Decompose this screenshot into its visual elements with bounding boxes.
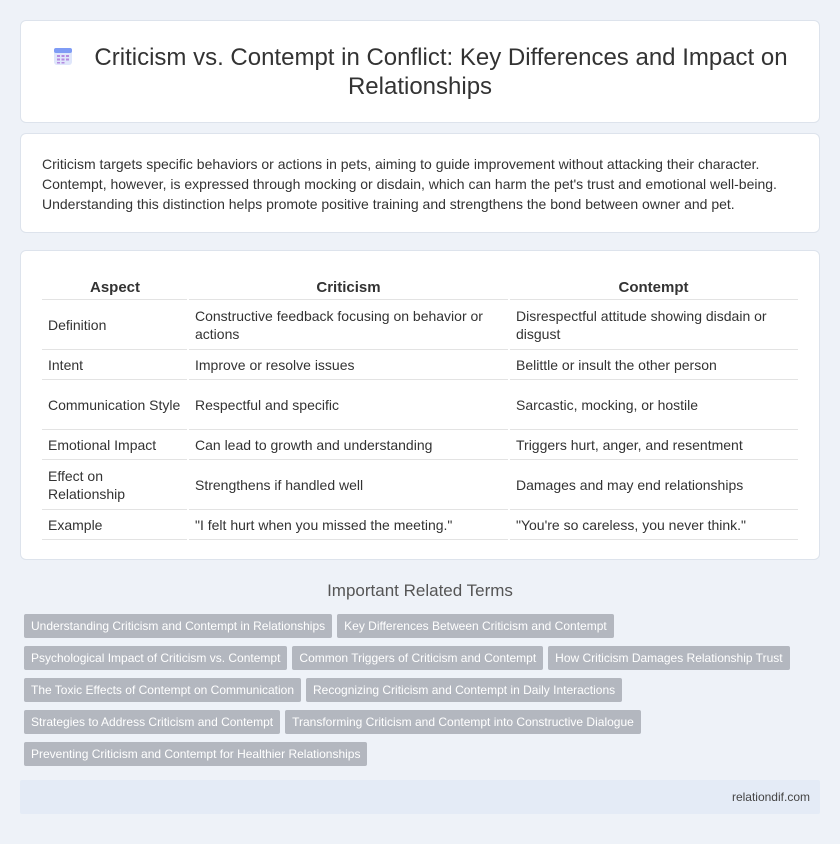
header-criticism: Criticism bbox=[188, 276, 509, 300]
intro-text: Criticism targets specific behaviors or actions in pets, aiming to guide improvement without attacking their character. Contempt, however, is expressed through mocking or disdain, which can harm the pet's trust and emotional well-being. Understanding this distinction helps promote positive training and strengthens the bond between owner and pet. bbox=[42, 156, 777, 212]
table-cell: Belittle or insult the other person bbox=[509, 350, 798, 380]
table-cell: Strengthens if handled well bbox=[188, 460, 509, 510]
header-card bbox=[20, 20, 820, 123]
related-term-link[interactable]: Psychological Impact of Criticism vs. Contempt bbox=[24, 646, 287, 670]
related-term-link[interactable]: Common Triggers of Criticism and Contempt bbox=[292, 646, 543, 670]
table-cell: Triggers hurt, anger, and resentment bbox=[509, 430, 798, 460]
page-title: Criticism vs. Contempt in Conflict: Key Differences and Impact on Relationships bbox=[94, 44, 788, 100]
header-aspect: Aspect bbox=[42, 276, 188, 300]
table-cell: "You're so careless, you never think." bbox=[509, 510, 798, 540]
table-row bbox=[42, 380, 798, 430]
table-row bbox=[42, 510, 798, 540]
table-row bbox=[42, 300, 798, 350]
table-row bbox=[42, 430, 798, 460]
table-cell: Can lead to growth and understanding bbox=[188, 430, 509, 460]
related-term-link[interactable]: Understanding Criticism and Contempt in Relationships bbox=[24, 614, 332, 638]
table-header-row bbox=[42, 276, 798, 300]
table-cell: Intent bbox=[42, 350, 188, 380]
header-contempt: Contempt bbox=[509, 276, 798, 300]
comparison-card bbox=[20, 250, 820, 560]
table-cell: Communication Style bbox=[42, 380, 188, 430]
related-term-link[interactable]: How Criticism Damages Relationship Trust bbox=[548, 646, 789, 670]
table-cell: Sarcastic, mocking, or hostile bbox=[509, 380, 798, 430]
table-row bbox=[42, 350, 798, 380]
related-term-link[interactable]: Preventing Criticism and Contempt for Healthier Relationships bbox=[24, 742, 367, 766]
calendar-icon bbox=[52, 45, 74, 67]
table-cell: Improve or resolve issues bbox=[188, 350, 509, 380]
related-term-link[interactable]: Recognizing Criticism and Contempt in Daily Interactions bbox=[306, 678, 622, 702]
tag-row bbox=[24, 710, 824, 742]
tag-row bbox=[24, 614, 824, 646]
table-cell: Disrespectful attitude showing disdain or disgust bbox=[509, 300, 798, 350]
table-cell: Damages and may end relationships bbox=[509, 460, 798, 510]
table-cell: Effect on Relationship bbox=[42, 460, 188, 510]
related-term-link[interactable]: The Toxic Effects of Contempt on Communication bbox=[24, 678, 301, 702]
page-title-wrap bbox=[51, 43, 789, 101]
footer bbox=[20, 780, 820, 814]
comparison-table bbox=[42, 276, 798, 540]
table-cell: Constructive feedback focusing on behavior or actions bbox=[188, 300, 509, 350]
footer-site-link[interactable]: relationdif.com bbox=[731, 790, 810, 804]
related-terms-list bbox=[24, 614, 824, 774]
tag-row bbox=[24, 742, 824, 774]
tag-row bbox=[24, 678, 824, 710]
tag-row bbox=[24, 646, 824, 678]
table-cell: Example bbox=[42, 510, 188, 540]
related-terms-title: Important Related Terms bbox=[327, 581, 513, 600]
table-cell: Emotional Impact bbox=[42, 430, 188, 460]
related-term-link[interactable]: Transforming Criticism and Contempt into Constructive Dialogue bbox=[285, 710, 641, 734]
related-term-link[interactable]: Strategies to Address Criticism and Contempt bbox=[24, 710, 280, 734]
table-cell: Respectful and specific bbox=[188, 380, 509, 430]
table-cell: "I felt hurt when you missed the meeting." bbox=[188, 510, 509, 540]
table-row bbox=[42, 460, 798, 510]
related-term-link[interactable]: Key Differences Between Criticism and Contempt bbox=[337, 614, 614, 638]
intro-card bbox=[20, 133, 820, 233]
table-cell: Definition bbox=[42, 300, 188, 350]
